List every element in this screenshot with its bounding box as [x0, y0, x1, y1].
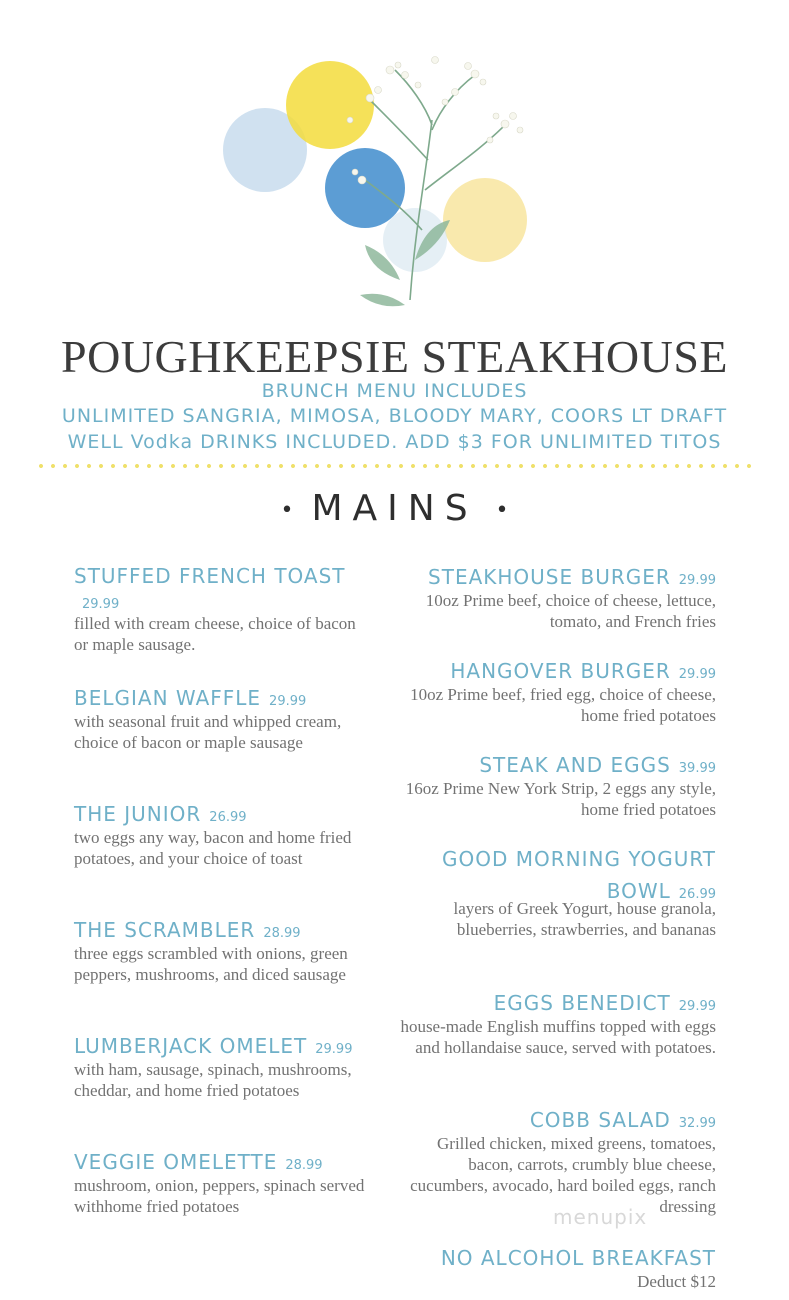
item-name: STEAK AND EGGS: [479, 753, 671, 777]
menu-item: [400, 1245, 716, 1292]
item-name: STEAKHOUSE BURGER: [428, 565, 671, 589]
item-description: filled with cream cheese, choice of bacon or maple sausage.: [74, 614, 356, 654]
item-name: LUMBERJACK OMELET: [74, 1034, 308, 1058]
item-description: Deduct $12: [637, 1272, 716, 1291]
section-bullet-left: •: [280, 497, 294, 523]
restaurant-name: POUGHKEEPSIE STEAKHOUSE: [60, 331, 729, 382]
item-name: GOOD MORNING YOGURT: [442, 847, 716, 871]
item-name: VEGGIE OMELETTE: [74, 1150, 278, 1174]
brunch-includes-heading: BRUNCH MENU INCLUDES: [261, 380, 528, 402]
blue-watercolor-blob: [325, 148, 405, 228]
item-description: three eggs scrambled with onions, green peppers, mushrooms, and diced sausage: [74, 944, 348, 984]
menu-item: [74, 1033, 374, 1101]
item-name-continued: BOWL: [606, 879, 671, 903]
item-price: 29.99: [315, 1042, 353, 1057]
drinks-included-line: UNLIMITED SANGRIA, MIMOSA, BLOODY MARY, COORS LT DRAFT: [61, 405, 728, 427]
yellow-watercolor-blob: [443, 178, 527, 262]
yellow-watercolor-blob: [286, 61, 374, 149]
item-price: 28.99: [285, 1158, 323, 1173]
item-name: THE JUNIOR: [74, 802, 202, 826]
item-name: NO ALCOHOL BREAKFAST: [440, 1246, 716, 1270]
item-price: 29.99: [678, 999, 716, 1014]
item-price: 28.99: [263, 926, 301, 941]
menu-item: [400, 990, 716, 1058]
item-description: 10oz Prime beef, fried egg, choice of cheese, home fried potatoes: [410, 685, 716, 725]
item-description: two eggs any way, bacon and home fried potatoes, and your choice of toast: [74, 828, 352, 868]
item-description: with seasonal fruit and whipped cream, choice of bacon or maple sausage: [74, 712, 342, 752]
item-price: 32.99: [678, 1116, 716, 1131]
item-description: mushroom, onion, peppers, spinach served withhome fried potatoes: [74, 1176, 365, 1216]
section-title: MAINS: [311, 488, 478, 529]
menu-item: [74, 1149, 374, 1217]
floral-illustration: [200, 30, 560, 320]
item-price: 39.99: [678, 761, 716, 776]
menu-item: [400, 658, 716, 726]
menu-item: [400, 752, 716, 820]
item-name: HANGOVER BURGER: [450, 659, 671, 683]
menu-item: [74, 685, 374, 753]
item-description: with ham, sausage, spinach, mushrooms, cheddar, and home fried potatoes: [74, 1060, 352, 1100]
item-price: 29.99: [269, 694, 307, 709]
item-name: STUFFED FRENCH TOAST: [74, 564, 346, 588]
vodka-upgrade-line: WELL Vodka DRINKS INCLUDED. ADD $3 FOR UNLIMITED TITOS: [67, 431, 722, 453]
menu-item: [400, 1107, 716, 1217]
item-price: 29.99: [82, 597, 120, 612]
item-price: 26.99: [678, 887, 716, 902]
section-bullet-right: •: [495, 497, 509, 523]
item-description: 16oz Prime New York Strip, 2 eggs any style, home fried potatoes: [405, 779, 716, 819]
item-price: 29.99: [678, 573, 716, 588]
dotted-divider: [35, 462, 755, 470]
item-price: 26.99: [209, 810, 247, 825]
menu-item: [74, 801, 374, 869]
item-description: house-made English muffins topped with eggs and hollandaise sauce, served with potatoes.: [400, 1017, 716, 1057]
section-header: [0, 488, 789, 529]
menu-item: [74, 563, 374, 655]
item-name: EGGS BENEDICT: [493, 991, 671, 1015]
item-name: COBB SALAD: [529, 1108, 671, 1132]
menu-item: [400, 846, 716, 940]
menu-item: [74, 917, 374, 985]
item-description: Grilled chicken, mixed greens, tomatoes, bacon, carrots, crumbly blue cheese, cucumbers, avocado, hard boiled eggs, ranch dressing: [410, 1134, 716, 1216]
item-name: BELGIAN WAFFLE: [74, 686, 262, 710]
item-price: 29.99: [678, 667, 716, 682]
watermark: menupix: [553, 1205, 648, 1229]
menu-item: [400, 564, 716, 632]
item-description: 10oz Prime beef, choice of cheese, lettuce, tomato, and French fries: [425, 591, 716, 631]
item-name: THE SCRAMBLER: [74, 918, 256, 942]
item-description: layers of Greek Yogurt, house granola, blueberries, strawberries, and bananas: [453, 899, 716, 939]
